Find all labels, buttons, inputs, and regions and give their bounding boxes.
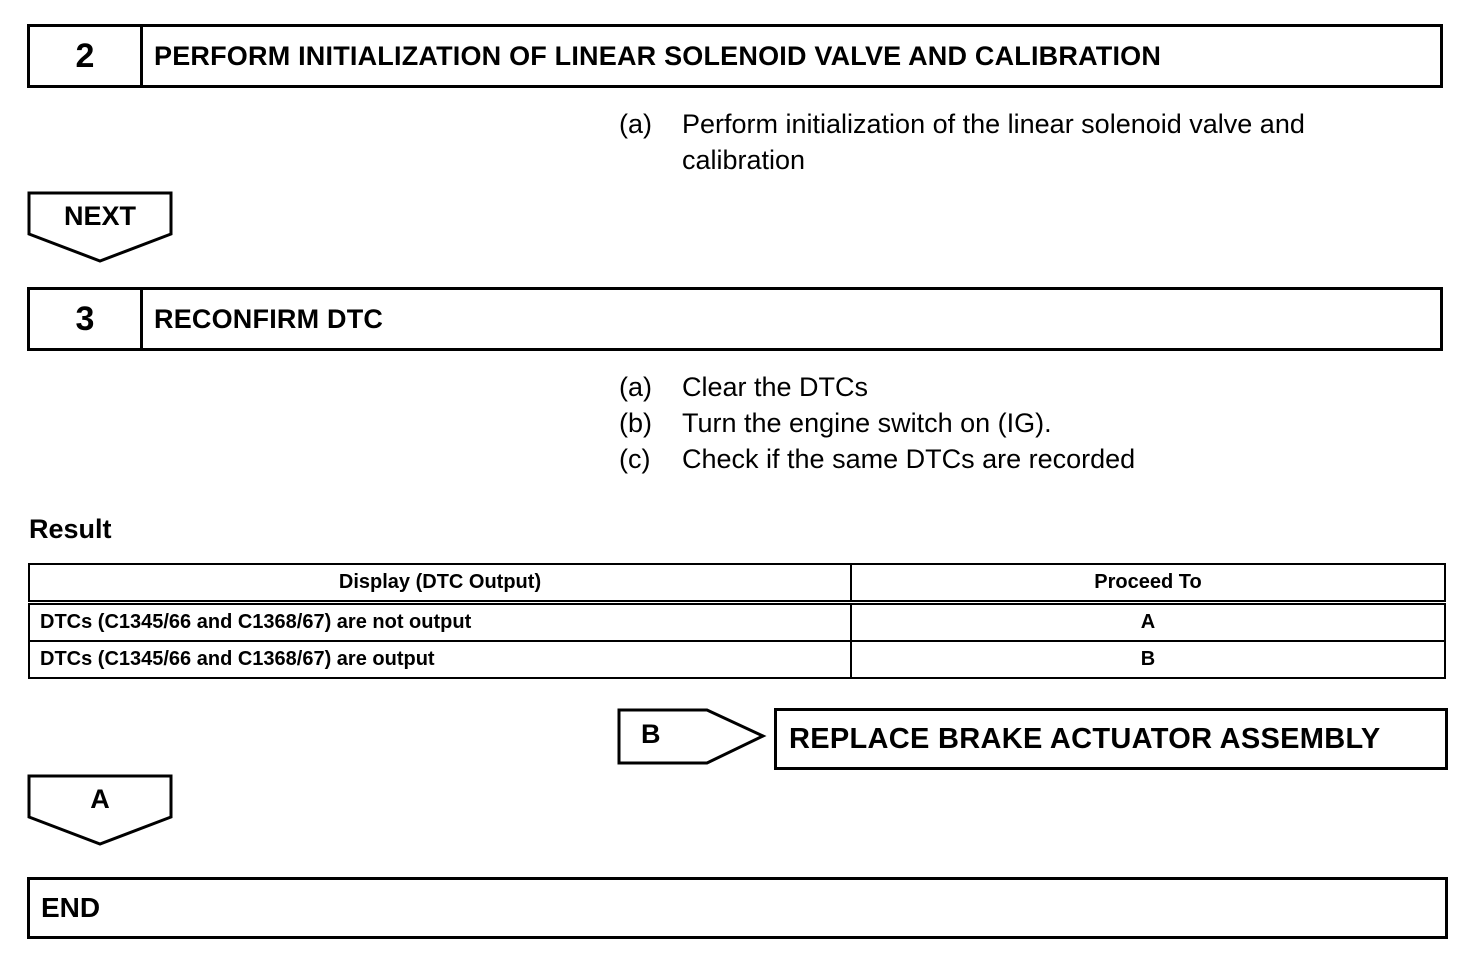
- step-title: RECONFIRM DTC: [154, 303, 384, 334]
- instruction-label: (a): [619, 109, 652, 139]
- result-heading: Result: [29, 514, 112, 544]
- step-2-instructions: [619, 106, 1422, 178]
- replace-action-box: REPLACE BRAKE ACTUATOR ASSEMBLY: [774, 708, 1448, 770]
- column-header-display: Display (DTC Output): [29, 564, 851, 603]
- branch-a-arrow: [27, 774, 173, 847]
- right-arrow-shape: [617, 708, 767, 766]
- result-table: [28, 563, 1446, 679]
- instruction-text: Turn the engine switch on (IG).: [682, 408, 1052, 438]
- proceed-cell: A: [851, 603, 1445, 642]
- column-header-proceed: Proceed To: [851, 564, 1445, 603]
- table-row: [29, 603, 1445, 642]
- instruction-text: Check if the same DTCs are recorded: [682, 444, 1136, 474]
- next-label: NEXT: [63, 201, 136, 231]
- step-3-instructions: [619, 369, 1422, 477]
- instruction-text: Perform initialization of the linear solenoid valve and calibration: [682, 109, 1305, 175]
- branch-a-label: A: [90, 784, 110, 814]
- table-header-row: [29, 564, 1445, 603]
- branch-b-arrow: [617, 708, 767, 766]
- instruction-text: Clear the DTCs: [682, 372, 869, 402]
- instruction-item: [619, 441, 1422, 477]
- instruction-item: [619, 106, 1422, 178]
- instruction-label: (a): [619, 372, 652, 402]
- instruction-item: [619, 405, 1422, 441]
- display-cell: DTCs (C1345/66 and C1368/67) are output: [29, 641, 851, 678]
- step-number: 2: [30, 27, 143, 85]
- next-arrow: [27, 191, 173, 264]
- step-2-header: [27, 24, 1443, 88]
- step-3-header: [27, 287, 1443, 351]
- branch-b-label: B: [641, 719, 661, 749]
- display-cell: DTCs (C1345/66 and C1368/67) are not output: [29, 603, 851, 642]
- proceed-cell: B: [851, 641, 1445, 678]
- instruction-label: (c): [619, 444, 651, 474]
- step-number: 3: [30, 290, 143, 348]
- end-box: END: [27, 877, 1448, 939]
- instruction-item: [619, 369, 1422, 405]
- instruction-label: (b): [619, 408, 652, 438]
- table-row: [29, 641, 1445, 678]
- step-title: PERFORM INITIALIZATION OF LINEAR SOLENOID VALVE AND CALIBRATION: [154, 40, 1162, 71]
